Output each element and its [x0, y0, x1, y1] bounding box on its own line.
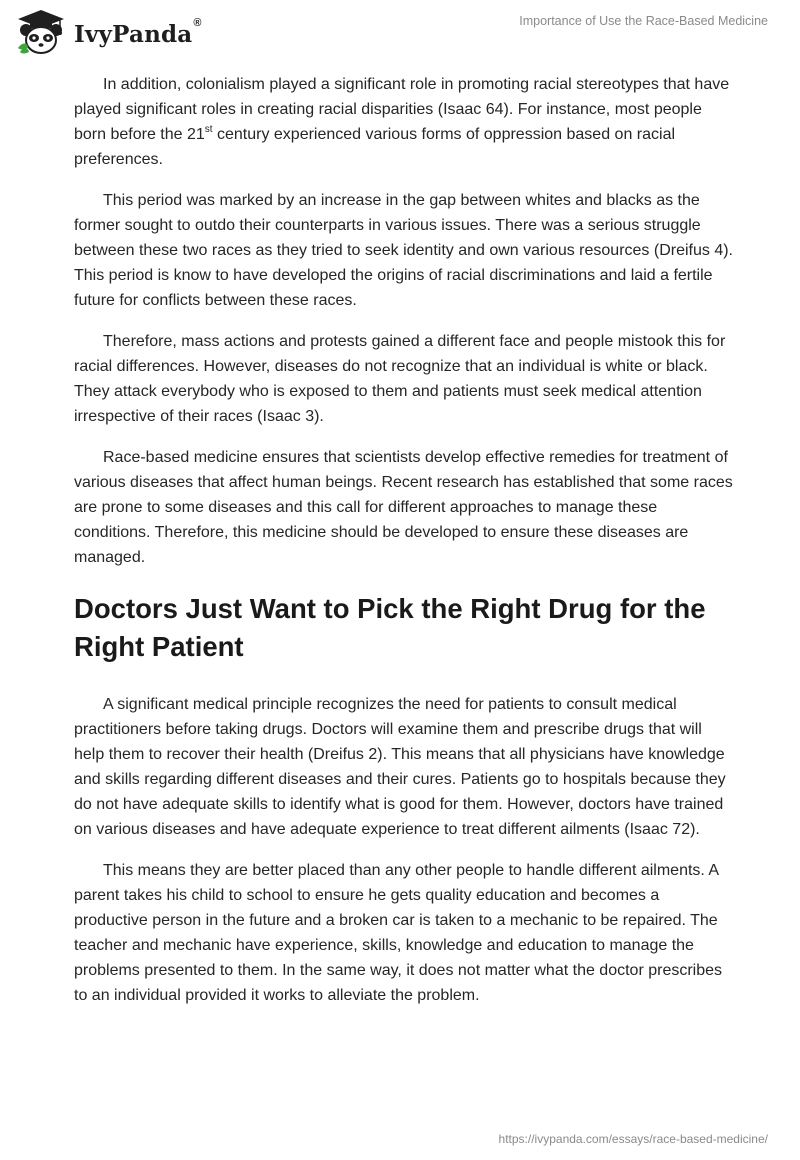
document-title: Importance of Use the Race-Based Medicine — [519, 14, 768, 28]
source-url-link[interactable]: https://ivypanda.com/essays/race-based-medicine/ — [498, 1132, 768, 1146]
registered-mark: ® — [193, 16, 202, 29]
section-heading: Doctors Just Want to Pick the Right Drug for the Right Patient — [74, 593, 706, 662]
brand-name: IvyPanda® — [74, 16, 202, 48]
paragraph-medical-principle: A significant medical principle recognizes the need for patients to consult medical practitioners before taking drugs. Doctors will examine them and prescribe drugs that will help them to recover their health (Dreifus 2). This means that all physicians have knowledge and skills regarding different diseases and their cures. Patients go to hospitals because they do not have adequate skills to identify what is good for them. However, doctors have trained on various diseases and have adequate experience to treat different ailments (Isaac 72). — [74, 696, 726, 838]
paragraph-protests: Therefore, mass actions and protests gained a different face and people mistook this for racial differences. However, diseases do not recognize that an individual is white or black. They attack everybody who is exposed to them and patients must seek medical attention irrespective of their races (Isaac 3). — [74, 333, 726, 425]
paragraph-race-based-medicine: Race-based medicine ensures that scientists develop effective remedies for treatment of various diseases that affect human beings. Recent research has established that some races are prone to some diseases and this call for different approaches to manage these conditions. Therefore, this medicine should be developed to ensure these diseases are managed. — [74, 449, 733, 566]
paragraph-period: This period was marked by an increase in the gap between whites and blacks as the former sought to outdo their counterparts in various issues. There was a serious struggle between these two races as they tried to seek identity and own various resources (Dreifus 4). This period is know to have developed the origins of racial discriminations and laid a fertile future for conflicts between these races. — [74, 192, 733, 309]
superscript-st: st — [204, 123, 213, 135]
page-header — [0, 0, 800, 64]
essay-body — [74, 72, 734, 1024]
paragraph-better-placed: This means they are better placed than any other people to handle different ailments. A parent takes his child to school to ensure he gets quality education and becomes a productive person in the future and a broken car is taken to a mechanic to be repaired. The teacher and mechanic have experience, skills, knowledge and education to manage the problems presented to them. In the same way, it does not matter what the doctor prescribes to an individual provided it works to alleviate the problem. — [74, 862, 723, 1004]
paragraph-colonialism: In addition, colonialism played a significant role in promoting racial stereotypes that have played significant roles in creating racial disparities (Isaac 64). For instance, most people born before the 21st century experienced various forms of oppression based on racial preferences. — [74, 76, 730, 168]
panda-graduate-logo-icon — [14, 8, 68, 56]
brand-logo-link[interactable] — [14, 8, 202, 56]
